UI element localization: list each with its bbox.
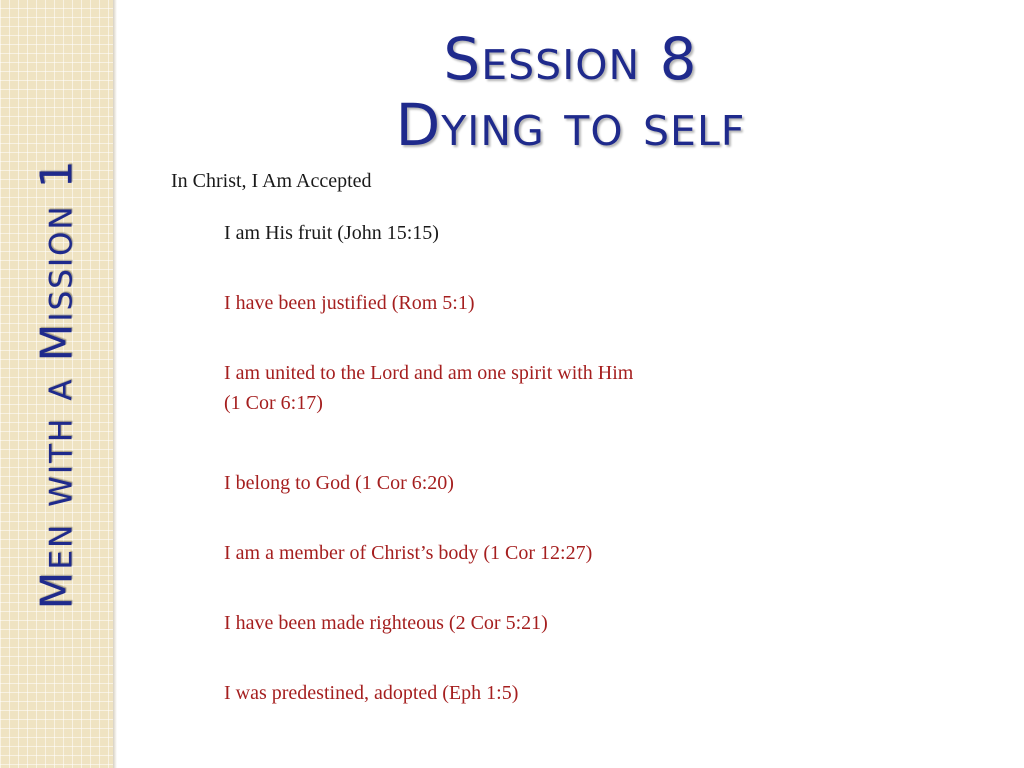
slide-title-line-1: Session 8: [443, 25, 698, 93]
slide-title: [117, 26, 1024, 158]
list-item: [224, 538, 784, 568]
list-item-text: I have been justified (Rom 5:1): [224, 292, 475, 314]
slide-title-line-2: Dying to self: [395, 91, 746, 159]
sidebar-title: Men with a Mission 1: [31, 158, 83, 610]
list-item: [224, 468, 784, 498]
list-item-text: I was predestined, adopted (Eph 1:5): [224, 682, 519, 704]
list-item-text: I belong to God (1 Cor 6:20): [224, 472, 454, 494]
list-item: [224, 608, 784, 638]
list-item: [224, 218, 784, 248]
list-item-text-line-2: (1 Cor 6:17): [224, 392, 323, 414]
list-item: [224, 358, 784, 418]
list-item: [224, 288, 784, 318]
list-item-text: I am a member of Christ’s body (1 Cor 12:27): [224, 542, 593, 564]
list-item-text-line-1: I am united to the Lord and am one spirit with Him: [224, 362, 634, 384]
list-item: [224, 678, 784, 708]
list-item-text: I am His fruit (John 15:15): [224, 222, 439, 244]
list-item-text: I have been made righteous (2 Cor 5:21): [224, 612, 548, 634]
section-heading: In Christ, I Am Accepted: [171, 170, 372, 192]
